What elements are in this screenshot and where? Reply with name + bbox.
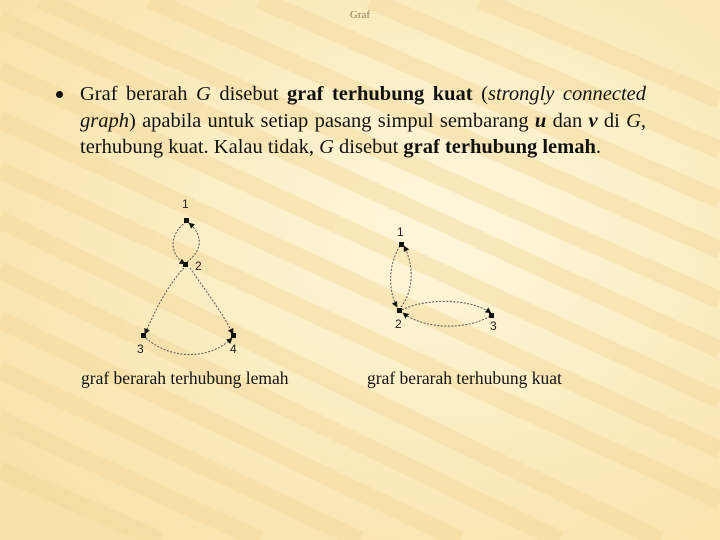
node-1 [399,242,404,247]
node-2 [397,308,402,313]
text-segment: ) apabila untuk setiap pasang simpul sembarang [128,109,535,132]
symbol-g: G [319,136,334,158]
text-segment: disebut [333,136,404,158]
node-3 [489,313,494,318]
weakly-connected-graph [137,197,237,356]
text-segment: dan [546,109,589,132]
edge-3-4 [146,338,232,355]
node-label-1: 1 [182,197,189,211]
node-1 [184,218,189,223]
symbol-u: u [534,109,547,132]
edge-2-4 [190,268,233,334]
node-label-3: 3 [137,342,144,356]
caption-strong-graph: graf berarah terhubung kuat [367,368,562,388]
symbol-g: G [196,83,211,105]
text-segment: disebut [210,83,288,105]
strongly-connected-graph [391,225,497,333]
node-label-1: 1 [397,225,404,239]
node-3 [141,333,146,338]
edge-2-3 [402,301,491,313]
symbol-v: v [588,109,598,132]
edge-2-3 [145,268,184,334]
caption-weak-graph: graf berarah terhubung lemah [81,368,289,388]
text-segment: di [597,109,627,132]
symbol-g: G [626,109,641,132]
term-weakly-connected: graf terhubung lemah [403,136,596,158]
text-segment: Graf berarah [80,83,197,105]
edge-2-1 [401,246,411,307]
edge-1-2 [391,246,400,307]
node-2 [183,262,188,267]
edge-1-2 [173,222,186,264]
node-label-2: 2 [395,317,402,331]
term-english: strongly connected graph [80,83,646,132]
header-title: Graf [349,9,371,21]
node-4 [231,333,236,338]
text-segment: . [595,136,601,158]
node-label-2: 2 [195,259,202,273]
text-segment: , terhubung kuat. Kalau tidak, [80,109,646,158]
term-strongly-connected: graf terhubung kuat [287,83,473,105]
node-label-4: 4 [230,342,237,356]
edge-3-2 [403,313,490,326]
node-label-3: 3 [490,319,497,333]
text-segment: ( [472,83,488,105]
edge-2-1 [187,223,199,262]
